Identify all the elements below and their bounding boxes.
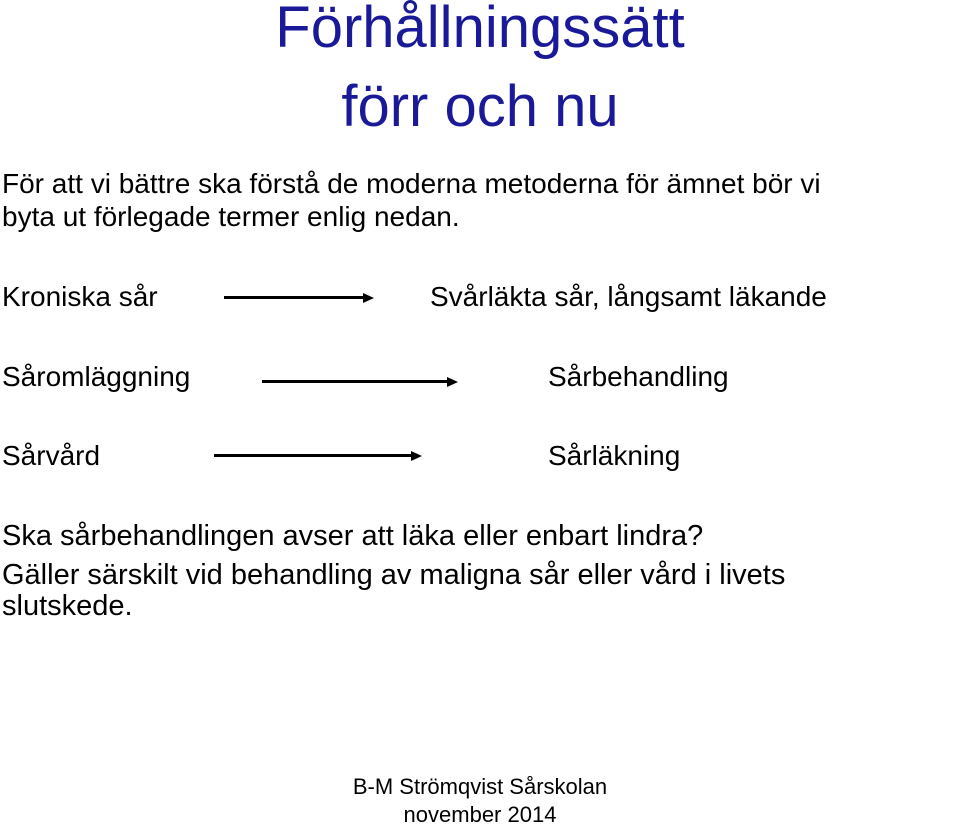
slide-title-line-2: förr och nu xyxy=(341,74,619,139)
question-line-2: Gäller särskilt vid behandling av maligna sår eller vård i livets xyxy=(2,559,786,591)
new-term-1: Svårläkta sår, långsamt läkande xyxy=(430,281,827,312)
question-line-1: Ska sårbehandlingen avser att läka eller enbart lindra? xyxy=(2,520,704,552)
intro-line-1: För att vi bättre ska förstå de moderna metoderna för ämnet bör vi xyxy=(2,168,821,199)
right-arrow-icon xyxy=(214,448,422,464)
new-term-3: Sårläkning xyxy=(548,440,681,471)
footer-date: november 2014 xyxy=(403,802,557,827)
slide-title-line-1: Förhållningssätt xyxy=(275,0,685,60)
intro-line-2: byta ut förlegade termer enlig nedan. xyxy=(2,201,460,232)
right-arrow-icon xyxy=(262,374,458,390)
right-arrow-icon xyxy=(224,290,374,306)
old-term-3: Sårvård xyxy=(2,440,101,471)
new-term-2: Sårbehandling xyxy=(548,361,729,392)
footer-author: B-M Strömqvist Sårskolan xyxy=(352,774,608,799)
question-line-3: slutskede. xyxy=(2,590,133,622)
old-term-1: Kroniska sår xyxy=(2,281,158,312)
old-term-2: Såromläggning xyxy=(2,361,191,392)
